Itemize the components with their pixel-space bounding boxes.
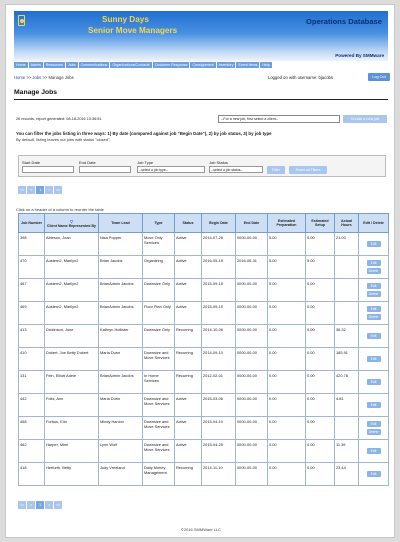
last-page-button[interactable]: >> [56,188,61,192]
header-banner [14,11,388,61]
estimated-setup-cell: 0.00 [306,417,335,440]
column-header-label: Team Lead [111,221,130,225]
job-status-cell: Recurring [175,371,202,394]
client-name-cell: Harper, Mimi [45,440,99,463]
job-number-cell: 470 [19,256,45,279]
estimated-setup-cell: 0.00 [306,371,335,394]
estimated-setup-cell: 0.00 [306,348,335,371]
end-date-cell: 0000-00-00 [236,440,268,463]
job-number-cell: 442 [19,394,45,417]
column-header-edit-delete[interactable] [359,214,389,233]
edit-button[interactable]: Edit [367,260,381,266]
client-name-cell: Foltz, Ann [45,394,99,417]
job-status-select[interactable]: --select a job status-- [209,166,263,173]
first-page-button[interactable]: << [20,503,25,507]
start-date-input[interactable] [22,166,74,173]
filter-instructions: You can filter the jobs listing in three ways: 1) By date (compared against job "Begin Date"), 2) by job status, 3) by job type [16,131,272,136]
reset-filters-button[interactable]: Reset all Filters [289,166,327,174]
logout-button[interactable]: Log Out [368,73,390,81]
begin-date-cell: 2012-02-01 [202,371,236,394]
edit-button[interactable]: Edit [367,379,381,385]
column-header-label: Estimated Setup [311,219,329,227]
column-header-client-name-represented-by[interactable] [45,214,99,233]
nav-item-customer-response[interactable]: Customer Response [154,63,188,68]
end-date-cell: 0000-00-00 [236,233,268,256]
job-number-cell: 469 [19,302,45,325]
delete-button[interactable]: Delete [367,314,381,320]
end-date-cell: 0000-00-00 [236,463,268,486]
actions-cell [359,233,389,256]
pager-top [18,186,62,194]
logged-in-status: Logged on with username: bjacobs [268,75,333,80]
actions-cell [359,279,389,302]
edit-button[interactable]: Edit [367,241,381,247]
column-header-begin-date[interactable] [202,214,236,233]
begin-date-cell: 2014-07-26 [202,233,236,256]
actions-cell [359,256,389,279]
estimated-prep-cell: 0.00 [268,394,306,417]
job-status-cell: Active [175,440,202,463]
job-type-cell: Downsize Only [143,325,175,348]
column-header-label: Actual Hours [341,219,352,227]
actual-hours-cell: 11.39 [335,440,359,463]
job-number-cell: 418 [19,463,45,486]
page [5,4,395,538]
nav-item-event-items[interactable]: Event Items [238,63,258,68]
team-lead-cell: Judy Vreeland [99,463,143,486]
column-header-label: Begin Date [209,221,228,225]
column-header-label: End Date [243,221,260,225]
end-date-input[interactable] [79,166,131,173]
actual-hours-cell [335,302,359,325]
column-header-estimated-setup[interactable] [306,214,335,233]
estimated-setup-cell: 5.00 [306,256,335,279]
end-date-cell: 0000-00-00 [236,302,268,325]
next-page-button[interactable]: > [45,501,53,509]
nav-item-consignment[interactable]: Consignment [192,63,214,68]
begin-date-cell: 2015-03-06 [202,394,236,417]
table-row [19,463,389,486]
estimated-setup-cell: 5.00 [306,233,335,256]
edit-button[interactable]: Edit [367,471,381,477]
job-number-cell: 413 [19,325,45,348]
breadcrumb-current: Manage Jobs [48,75,74,80]
table-hint: Click on a header of a column to reorder the table [16,207,104,212]
edit-button[interactable]: Edit [367,333,381,339]
estimated-prep-cell: 0.00 [268,440,306,463]
pager-bottom [18,501,62,509]
filter-icon: ▽ [69,218,74,224]
team-lead-cell: BrianAdmin Jacobs [99,279,143,302]
column-header-label: Edit / Delete [363,221,384,225]
actual-hours-cell [335,279,359,302]
table-body [19,233,389,486]
actions-cell [359,325,389,348]
estimated-prep-cell: 0.00 [268,302,306,325]
column-header-job-number[interactable] [19,214,45,233]
team-lead-cell: Mindy Hanlon [99,417,143,440]
team-lead-cell: Brian Jacobs [99,256,143,279]
table-row [19,394,389,417]
table-row [19,256,389,279]
edit-button[interactable]: Edit [367,356,381,362]
actions-cell [359,394,389,417]
table-row [19,233,389,256]
table-row [19,371,389,394]
edit-button[interactable]: Edit [367,283,381,289]
prev-page-button[interactable]: < [27,186,35,194]
client-name-cell: Fein, Elliott Adele [45,371,99,394]
actual-hours-cell [335,417,359,440]
nav-item-home[interactable]: Home [16,63,26,68]
job-number-cell: 398 [19,233,45,256]
job-status-cell: Active [175,256,202,279]
actual-hours-cell: 185.91 [335,348,359,371]
edit-button[interactable]: Edit [367,402,381,408]
job-number-cell: 410 [19,348,45,371]
begin-date-cell: 2014-11-10 [202,463,236,486]
last-page-button[interactable]: >> [56,503,61,507]
nav-item-jobs[interactable]: Jobs [67,63,76,68]
edit-button[interactable]: Edit [367,448,381,454]
column-header-label: Job Number [21,221,42,225]
actual-hours-cell: 21.00 [335,233,359,256]
table-row [19,325,389,348]
estimated-prep-cell: 0.00 [268,371,306,394]
actual-hours-cell: 23.44 [335,463,359,486]
client-name-cell: Dukert, Joe Betty Dukert [45,348,99,371]
table-header-row [19,214,389,233]
client-name-cell: Austern2, Marilyn2 [45,256,99,279]
job-status-cell: Recurring [175,348,202,371]
estimated-prep-cell: 0.00 [268,325,306,348]
job-type-cell: Organizing [143,256,175,279]
edit-button[interactable]: Edit [367,306,381,312]
job-status-cell: Active [175,417,202,440]
breadcrumb [14,75,74,80]
end-date-cell: 0000-00-00 [236,394,268,417]
create-job-button[interactable]: Create a new job [343,115,387,123]
team-lead-cell: Maria Dunn [99,348,143,371]
brand-tagline: Senior Move Managers [88,26,178,35]
estimated-prep-cell: 5.00 [268,256,306,279]
job-status-cell: Active [175,394,202,417]
team-lead-cell: Kathryn Hollister [99,325,143,348]
section-title: Operations Database [306,17,382,26]
breadcrumb-jobs[interactable]: Jobs [32,75,42,80]
nav-item-inventory[interactable]: Inventory [218,63,234,68]
client-name-cell: Herfurth, Betty [45,463,99,486]
jobs-table [18,213,389,486]
nav-item-resources[interactable]: Resources [45,63,63,68]
start-date-label: Start Date [22,160,41,165]
nav-item-organizations-contacts[interactable]: Organizations/Contacts [112,63,150,68]
job-number-cell: 467 [19,279,45,302]
table-row [19,440,389,463]
delete-button[interactable]: Delete [367,429,381,435]
job-type-cell: Floor Plan Only [143,302,175,325]
breadcrumb-separator: >> [42,75,48,80]
begin-date-cell: 2015-09-15 [202,302,236,325]
actions-cell [359,417,389,440]
client-name-cell: Ableson, Joan [45,233,99,256]
delete-button[interactable]: Delete [367,291,381,297]
estimated-setup-cell: 0.00 [306,440,335,463]
edit-button[interactable]: Edit [367,421,381,427]
actual-hours-cell: 4.81 [335,394,359,417]
job-type-cell: Daily Money Management [143,463,175,486]
brand-name: Sunny Days [102,15,149,24]
column-header-end-date[interactable] [236,214,268,233]
table-row [19,302,389,325]
estimated-prep-cell: 0.00 [268,348,306,371]
new-job-client-select[interactable]: --For a new job, first select a client-- [218,115,340,123]
filter-panel [18,155,386,177]
job-status-cell: Active [175,279,202,302]
job-type-cell: Downsize Only [143,279,175,302]
job-status-cell: Active [175,233,202,256]
estimated-setup-cell: 0.00 [306,279,335,302]
job-type-select[interactable]: --select a job type-- [137,166,205,173]
column-header-actual-hours[interactable] [335,214,359,233]
estimated-prep-cell: 0.00 [268,463,306,486]
filter-default-note: By default, listing leaves out jobs with status "closed". [16,137,111,142]
actual-hours-cell: 36.32 [335,325,359,348]
actions-cell [359,463,389,486]
column-header-label: Type [154,221,163,225]
estimated-setup-cell: 0.00 [306,394,335,417]
table-row [19,348,389,371]
team-lead-cell: Nisa Popper [99,233,143,256]
delete-button[interactable]: Delete [367,268,381,274]
footer-copyright: ©2016 SMMWare LLC [180,527,222,532]
client-name-cell: Dickinson, June [45,325,99,348]
client-name-cell: Forbus, Elin [45,417,99,440]
estimated-setup-cell: 0.00 [306,302,335,325]
begin-date-cell: 2015-04-25 [202,440,236,463]
page-title: Manage Jobs [14,89,58,96]
filter-button[interactable]: Filter [267,166,285,174]
title-divider [14,99,388,100]
job-status-cell: Recurring [175,463,202,486]
end-date-cell: 0000-00-00 [236,279,268,302]
job-type-cell: Downsize and Move Services [143,440,175,463]
column-header-label: Status [182,221,194,225]
nav-item-help[interactable]: Help [262,63,270,68]
job-status-label: Job Status [209,160,228,165]
first-page-button[interactable]: << [20,188,25,192]
job-type-cell: In Home Services [143,371,175,394]
actual-hours-cell [335,256,359,279]
prev-page-button[interactable]: < [27,501,35,509]
next-page-button[interactable]: > [45,186,53,194]
actual-hours-cell: 420.78 [335,371,359,394]
job-status-cell: Recurring [175,325,202,348]
end-date-cell: 0000-00-00 [236,325,268,348]
job-type-cell: Downsize and Move Services [143,394,175,417]
actions-cell [359,371,389,394]
end-date-label: End Date [79,160,96,165]
team-lead-cell: Maria Dunn [99,394,143,417]
column-header-team-lead[interactable] [99,214,143,233]
estimated-prep-cell: 5.00 [268,279,306,302]
job-number-cell: 458 [19,417,45,440]
brand-logo-icon [18,15,25,26]
begin-date-cell: 2015-09-15 [202,279,236,302]
client-name-cell: Austern2, Marilyn2 [45,302,99,325]
column-header-label: Client Name Represented By [46,223,97,228]
job-number-cell: 131 [19,371,45,394]
end-date-cell: 0000-00-00 [236,371,268,394]
actions-cell [359,348,389,371]
estimated-setup-cell: 0.00 [306,325,335,348]
column-header-status[interactable] [175,214,202,233]
column-header-label: Estimated Preparation [276,219,297,227]
team-lead-cell: BrianAdmin Jacobs [99,302,143,325]
job-type-cell: Move Only Services [143,233,175,256]
end-date-cell: 0000-00-00 [236,417,268,440]
nav-item-communications[interactable]: Communications [80,63,108,68]
team-lead-cell: BrianAdmin Jacobs [99,371,143,394]
actions-cell [359,440,389,463]
table-row [19,417,389,440]
job-type-cell: Downsize and Move Services [143,348,175,371]
column-header-estimated-preparation[interactable] [268,214,306,233]
estimated-prep-cell: 5.00 [268,233,306,256]
page-number[interactable]: 1 [36,186,44,194]
end-date-cell: 2016-05-31 [236,256,268,279]
begin-date-cell: 2015-04-10 [202,417,236,440]
page-number[interactable]: 1 [36,501,44,509]
breadcrumb-separator: >> [26,75,32,80]
client-name-cell: Austern2, Marilyn2 [45,279,99,302]
report-info: 26 records, report generated: 08-18-2016 10:36:51 [16,117,102,121]
begin-date-cell: 2016-05-15 [202,256,236,279]
estimated-prep-cell: 0.00 [268,417,306,440]
team-lead-cell: Lynn Wolf [99,440,143,463]
begin-date-cell: 2014-10-06 [202,325,236,348]
breadcrumb-home[interactable]: Home [14,75,26,80]
actions-cell [359,302,389,325]
begin-date-cell: 2014-09-10 [202,348,236,371]
end-date-cell: 0000-00-00 [236,348,268,371]
job-number-cell: 462 [19,440,45,463]
nav-item-admin[interactable]: Admin [30,63,41,68]
job-status-cell: Active [175,302,202,325]
column-header-type[interactable] [143,214,175,233]
job-type-cell: Downsize and Move Services [143,417,175,440]
main-nav [14,62,388,69]
estimated-setup-cell: 0.00 [306,463,335,486]
table-row [19,279,389,302]
powered-by: Powered By SMMware [335,53,384,58]
job-type-label: Job Type [137,160,154,165]
